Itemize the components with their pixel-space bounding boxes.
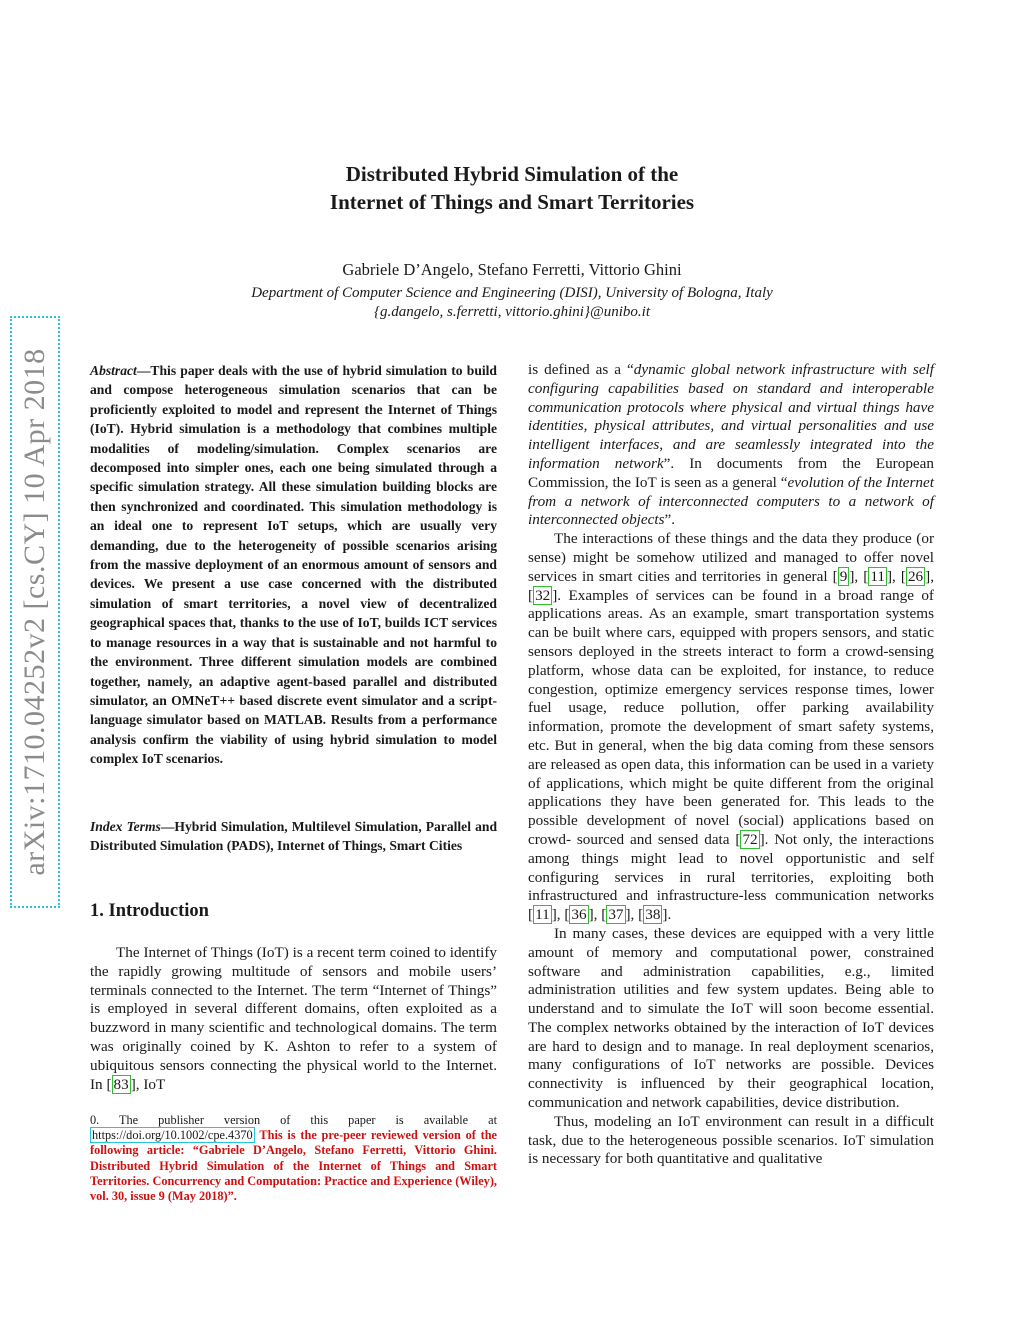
- section-heading-introduction: 1. Introduction: [90, 901, 209, 921]
- citation-link[interactable]: 37: [608, 906, 624, 924]
- arxiv-side-identifier: [10, 316, 60, 908]
- paragraph-interactions: The interactions of these things and the data they produce (or sense) might be somehow utilized and managed to offer novel services in smart cities and territories in general [ 9 ], [ 11 ], [ 26 ], [ 32 ]. Examples of services can be found in a broad range of applications areas. As an example, smart transportation systems can be built where cars, equipped with propers sensors, and static sensors deployed in the streets interact to form a crowd-sensing platform, whose data can be exploited, for instance, to reduce congestion, optimize emergency services response times, lower fuel usage, reduce pollution, offer parking availability information, promote the development of smart safety systems, etc. But in general, when the big data coming from these sensors are released as open data, this information can be used in a variety of applications, which might be quite different from the original applications they have been generated for. This leads to the possible development of novel (social) applications based on crowd- sourced and sensed data [ 72 ]. Not only, the interactions among things might lead to novel opportunistic and self configuring services in rural territories, exploiting both infrastructured and infrastructure-less communication networks [ 11 ], [ 36 ], [ 37 ], [ 38 ].: [528, 530, 935, 924]
- citation-link[interactable]: 11: [870, 567, 885, 585]
- paragraph-modeling: Thus, modeling an IoT environment can result in a difficult task, due to the heterogeneous possible scenarios. IoT simulation is necessary for both quantitative and qualitative: [528, 1112, 934, 1168]
- abstract-label: Abstract: [90, 363, 137, 378]
- footnote: 0. The publisher version of this paper is available at https://doi.org/10.1002/cpe.4370 This is the pre-peer reviewed version of the following article: “Gabriele D’Angelo, Stefano Ferretti, Vittorio Ghini. Distributed Hybrid Simulation of the Internet of Things and Smart Territories. Concurrency and Computation: Practice and Experience (Wiley), vol. 30, issue 9 (May 2018)”.: [90, 1113, 497, 1204]
- paragraph-iot-definition: is defined as a “dynamic global network infrastructure with self configuring capabilities based on standard and interoperable communication protocols where physical and virtual things have identities, physical attributes, and virtual personalities and use intelligent interfaces, and are seamlessly integrated into the information network”. In documents from the European Commission, the IoT is seen as a general “evolution of the Internet from a network of interconnected computers to a network of interconnected objects”.: [528, 361, 934, 529]
- intro-paragraph: The Internet of Things (IoT) is a recent term coined to identify the rapidly growing multitude of sensors and mobile users’ terminals connected to the Internet. The term “Internet of Things” is employed in several different domains, often exploited as a buzzword in many scientific and technological domains. The term was originally coined by K. Ashton to refer to a system of ubiquitous sensors connecting the physical world to the Internet. In [ 83 ], IoT: [90, 944, 497, 1093]
- index-terms-text: —Hybrid Simulation, Multilevel Simulation, Parallel and Distributed Simulation (PADS), Internet of Things, Smart Cities: [90, 819, 497, 854]
- emails: {g.dangelo, s.ferretti, vittorio.ghini}@unibo.it: [373, 304, 651, 320]
- preprint-notice: This is the pre-peer reviewed version of the following article: “Gabriele D’Angelo, Stefano Ferretti, Vittorio Ghini. Distributed Hybrid Simulation of the Internet of Things and Smart Territories. Concurrency and Computation: Practice and Experience (Wiley), vol. 30, issue 9 (May 2018)”.: [90, 1128, 497, 1204]
- affiliation: Department of Computer Science and Engineering (DISI), University of Bologna, Italy: [251, 285, 773, 301]
- index-terms-label: Index Terms: [90, 819, 161, 834]
- citation-link[interactable]: 11: [535, 906, 550, 924]
- citation-link[interactable]: 83: [113, 1075, 129, 1093]
- right-column: [528, 361, 934, 1169]
- citation-link[interactable]: 36: [571, 906, 587, 924]
- citation-link[interactable]: 9: [839, 567, 848, 585]
- arxiv-id-text: arXiv:1710.04252v2 [cs.CY] 10 Apr 2018: [18, 348, 51, 876]
- doi-link[interactable]: https://doi.org/10.1002/cpe.4370: [92, 1128, 253, 1143]
- citation-link[interactable]: 38: [645, 906, 661, 924]
- paragraph-devices: In many cases, these devices are equipped with a very little amount of memory and computational power, constrained software and administration capabilities, e.g., limited administration utilities and few system updates. Being able to understand and to simulate the IoT will soon become essential. The complex networks obtained by the interaction of IoT devices are hard to design and to manage. In real deployment scenarios, many configurations of IoT networks are possible. Devices connectivity is influenced by their geographical location, communication and network capabilities, device distribution.: [528, 924, 934, 1112]
- authors: Gabriele D’Angelo, Stefano Ferretti, Vittorio Ghini: [342, 260, 682, 279]
- title-line-1: Distributed Hybrid Simulation of the: [345, 162, 679, 186]
- citation-link[interactable]: 32: [535, 586, 551, 604]
- citation-link[interactable]: 72: [742, 830, 758, 848]
- index-terms: [90, 817, 497, 856]
- paper-title: [200, 160, 824, 216]
- abstract: [90, 361, 497, 769]
- abstract-text: —This paper deals with the use of hybrid simulation to build and compose heterogeneous simulation scenarios that can be proficiently exploited to model and represent the Internet of Things (IoT). Hybrid simulation is a methodology that combines multiple modalities of modeling/simulation. Complex scenarios are decomposed into simpler ones, each one being simulated through a specific simulation strategy. All these simulation building blocks are then synchronized and coordinated. This simulation methodology is an ideal one to represent IoT setups, which are usually very demanding, due to the heterogeneity of possible scenarios arising from the massive deployment of an enormous amount of sensors and devices. We present a use case concerned with the distributed simulation of smart territories, a novel view of decentralized geographical spaces that, thanks to the use of IoT, builds ICT services to manage resources in a way that is sustainable and not harmful to the environment. Three different simulation models are combined together, namely, an adaptive agent-based parallel and distributed simulator, an OMNeT++ based discrete event simulator and a script-language simulator based on MATLAB. Results from a performance analysis confirm the viability of using hybrid simulation to model complex IoT scenarios.: [90, 363, 497, 767]
- title-line-2: Internet of Things and Smart Territories: [329, 190, 695, 214]
- citation-link[interactable]: 26: [907, 567, 924, 585]
